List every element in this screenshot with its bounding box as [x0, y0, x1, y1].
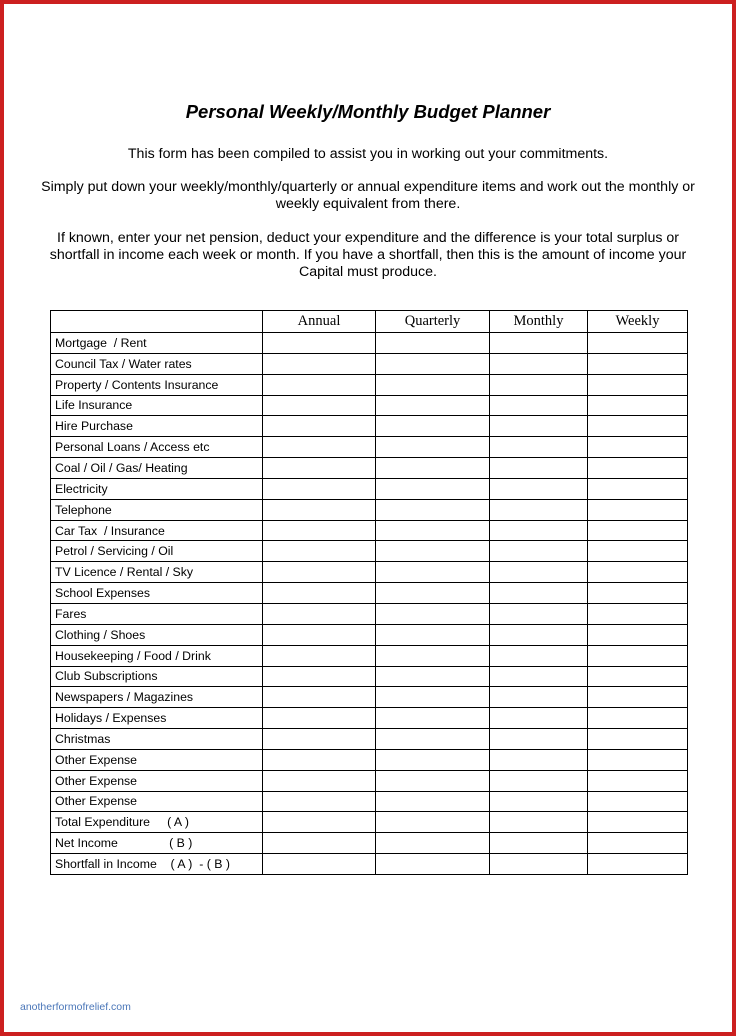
table-row [51, 374, 688, 395]
weekly-cell[interactable] [588, 708, 688, 729]
row-label: Newspapers / Magazines [51, 687, 263, 708]
weekly-cell[interactable] [588, 603, 688, 624]
quarterly-cell[interactable] [376, 520, 490, 541]
row-label: Other Expense [51, 749, 263, 770]
row-label: Other Expense [51, 791, 263, 812]
quarterly-cell[interactable] [376, 333, 490, 354]
annual-cell[interactable] [263, 583, 376, 604]
budget-table [50, 310, 688, 875]
quarterly-cell[interactable] [376, 478, 490, 499]
row-label: Fares [51, 603, 263, 624]
weekly-cell[interactable] [588, 645, 688, 666]
quarterly-cell[interactable] [376, 687, 490, 708]
intro-line-1: This form has been compiled to assist you in working out your commitments. [127, 146, 609, 162]
table-row [51, 458, 688, 479]
intro-line-2: Simply put down your weekly/monthly/quarterly or annual expenditure items and work out the monthly or weekly equivalent from there. [41, 179, 695, 212]
annual-cell[interactable] [263, 374, 376, 395]
header-quarterly: Quarterly [376, 311, 490, 333]
monthly-cell[interactable] [490, 478, 588, 499]
row-label: Petrol / Servicing / Oil [51, 541, 263, 562]
monthly-cell[interactable] [490, 333, 588, 354]
quarterly-cell[interactable] [376, 499, 490, 520]
row-label: Telephone [51, 499, 263, 520]
quarterly-cell[interactable] [376, 729, 490, 750]
annual-cell[interactable] [263, 708, 376, 729]
table-row [51, 624, 688, 645]
table-row [51, 812, 688, 833]
annual-cell[interactable] [263, 854, 376, 875]
monthly-cell[interactable] [490, 437, 588, 458]
quarterly-cell[interactable] [376, 583, 490, 604]
weekly-cell[interactable] [588, 416, 688, 437]
table-row [51, 333, 688, 354]
table-row [51, 770, 688, 791]
header-item [51, 311, 263, 333]
table-header-row [51, 311, 688, 333]
row-label: Holidays / Expenses [51, 708, 263, 729]
weekly-cell[interactable] [588, 791, 688, 812]
annual-cell[interactable] [263, 603, 376, 624]
annual-cell[interactable] [263, 416, 376, 437]
annual-cell[interactable] [263, 395, 376, 416]
monthly-cell[interactable] [490, 416, 588, 437]
table-row [51, 437, 688, 458]
monthly-cell[interactable] [490, 374, 588, 395]
row-label: Mortgage / Rent [51, 333, 263, 354]
table-row [51, 645, 688, 666]
annual-cell[interactable] [263, 624, 376, 645]
row-label: Club Subscriptions [51, 666, 263, 687]
intro-line-3: If known, enter your net pension, deduct your expenditure and the difference is your total surplus or shortfall in income each week or month. If you have a shortfall, then this is the amount of income your Capital must produce. [49, 230, 687, 280]
weekly-cell[interactable] [588, 478, 688, 499]
weekly-cell[interactable] [588, 562, 688, 583]
table-row [51, 708, 688, 729]
monthly-cell[interactable] [490, 791, 588, 812]
row-label: Other Expense [51, 770, 263, 791]
monthly-cell[interactable] [490, 583, 588, 604]
quarterly-cell[interactable] [376, 353, 490, 374]
monthly-cell[interactable] [490, 666, 588, 687]
table-row [51, 791, 688, 812]
weekly-cell[interactable] [588, 374, 688, 395]
header-weekly: Weekly [588, 311, 688, 333]
table-row [51, 353, 688, 374]
weekly-cell[interactable] [588, 687, 688, 708]
weekly-cell[interactable] [588, 833, 688, 854]
monthly-cell[interactable] [490, 645, 588, 666]
weekly-cell[interactable] [588, 458, 688, 479]
annual-cell[interactable] [263, 729, 376, 750]
monthly-cell[interactable] [490, 833, 588, 854]
weekly-cell[interactable] [588, 770, 688, 791]
weekly-cell[interactable] [588, 854, 688, 875]
row-label: Car Tax / Insurance [51, 520, 263, 541]
weekly-cell[interactable] [588, 729, 688, 750]
weekly-cell[interactable] [588, 437, 688, 458]
quarterly-cell[interactable] [376, 624, 490, 645]
annual-cell[interactable] [263, 749, 376, 770]
monthly-cell[interactable] [490, 624, 588, 645]
monthly-cell[interactable] [490, 812, 588, 833]
row-label: Council Tax / Water rates [51, 353, 263, 374]
table-row [51, 583, 688, 604]
table-row [51, 854, 688, 875]
annual-cell[interactable] [263, 770, 376, 791]
monthly-cell[interactable] [490, 458, 588, 479]
annual-cell[interactable] [263, 833, 376, 854]
table-row [51, 416, 688, 437]
quarterly-cell[interactable] [376, 395, 490, 416]
quarterly-cell[interactable] [376, 458, 490, 479]
page-title: Personal Weekly/Monthly Budget Planner [185, 101, 551, 122]
row-label: Clothing / Shoes [51, 624, 263, 645]
monthly-cell[interactable] [490, 541, 588, 562]
header-monthly: Monthly [490, 311, 588, 333]
table-row [51, 562, 688, 583]
monthly-cell[interactable] [490, 395, 588, 416]
row-label: Electricity [51, 478, 263, 499]
row-label: Shortfall in Income ( A ) - ( B ) [51, 854, 263, 875]
annual-cell[interactable] [263, 353, 376, 374]
monthly-cell[interactable] [490, 562, 588, 583]
monthly-cell[interactable] [490, 520, 588, 541]
row-label: Life Insurance [51, 395, 263, 416]
table-row [51, 729, 688, 750]
monthly-cell[interactable] [490, 499, 588, 520]
header-annual: Annual [263, 311, 376, 333]
monthly-cell[interactable] [490, 749, 588, 770]
quarterly-cell[interactable] [376, 562, 490, 583]
weekly-cell[interactable] [588, 624, 688, 645]
quarterly-cell[interactable] [376, 749, 490, 770]
source-watermark: anotherformofrelief.com [20, 1001, 131, 1013]
weekly-cell[interactable] [588, 749, 688, 770]
table-row [51, 749, 688, 770]
weekly-cell[interactable] [588, 520, 688, 541]
quarterly-cell[interactable] [376, 416, 490, 437]
annual-cell[interactable] [263, 541, 376, 562]
quarterly-cell[interactable] [376, 833, 490, 854]
annual-cell[interactable] [263, 666, 376, 687]
table-row [51, 499, 688, 520]
quarterly-cell[interactable] [376, 645, 490, 666]
table-row [51, 478, 688, 499]
annual-cell[interactable] [263, 520, 376, 541]
table-row [51, 666, 688, 687]
weekly-cell[interactable] [588, 666, 688, 687]
row-label: Hire Purchase [51, 416, 263, 437]
table-row [51, 541, 688, 562]
weekly-cell[interactable] [588, 583, 688, 604]
quarterly-cell[interactable] [376, 374, 490, 395]
quarterly-cell[interactable] [376, 666, 490, 687]
annual-cell[interactable] [263, 499, 376, 520]
weekly-cell[interactable] [588, 353, 688, 374]
weekly-cell[interactable] [588, 499, 688, 520]
quarterly-cell[interactable] [376, 812, 490, 833]
weekly-cell[interactable] [588, 812, 688, 833]
monthly-cell[interactable] [490, 729, 588, 750]
table-row [51, 603, 688, 624]
row-label: TV Licence / Rental / Sky [51, 562, 263, 583]
quarterly-cell[interactable] [376, 791, 490, 812]
quarterly-cell[interactable] [376, 854, 490, 875]
row-label: Total Expenditure ( A ) [51, 812, 263, 833]
table-row [51, 833, 688, 854]
annual-cell[interactable] [263, 687, 376, 708]
row-label: School Expenses [51, 583, 263, 604]
annual-cell[interactable] [263, 791, 376, 812]
table-row [51, 687, 688, 708]
annual-cell[interactable] [263, 812, 376, 833]
annual-cell[interactable] [263, 437, 376, 458]
monthly-cell[interactable] [490, 708, 588, 729]
annual-cell[interactable] [263, 562, 376, 583]
monthly-cell[interactable] [490, 854, 588, 875]
monthly-cell[interactable] [490, 353, 588, 374]
quarterly-cell[interactable] [376, 437, 490, 458]
row-label: Housekeeping / Food / Drink [51, 645, 263, 666]
row-label: Property / Contents Insurance [51, 374, 263, 395]
quarterly-cell[interactable] [376, 708, 490, 729]
quarterly-cell[interactable] [376, 603, 490, 624]
weekly-cell[interactable] [588, 395, 688, 416]
quarterly-cell[interactable] [376, 541, 490, 562]
annual-cell[interactable] [263, 478, 376, 499]
row-label: Christmas [51, 729, 263, 750]
monthly-cell[interactable] [490, 687, 588, 708]
annual-cell[interactable] [263, 645, 376, 666]
weekly-cell[interactable] [588, 333, 688, 354]
row-label: Coal / Oil / Gas/ Heating [51, 458, 263, 479]
monthly-cell[interactable] [490, 603, 588, 624]
quarterly-cell[interactable] [376, 770, 490, 791]
table-row [51, 395, 688, 416]
row-label: Net Income ( B ) [51, 833, 263, 854]
annual-cell[interactable] [263, 458, 376, 479]
table-row [51, 520, 688, 541]
weekly-cell[interactable] [588, 541, 688, 562]
annual-cell[interactable] [263, 333, 376, 354]
monthly-cell[interactable] [490, 770, 588, 791]
row-label: Personal Loans / Access etc [51, 437, 263, 458]
